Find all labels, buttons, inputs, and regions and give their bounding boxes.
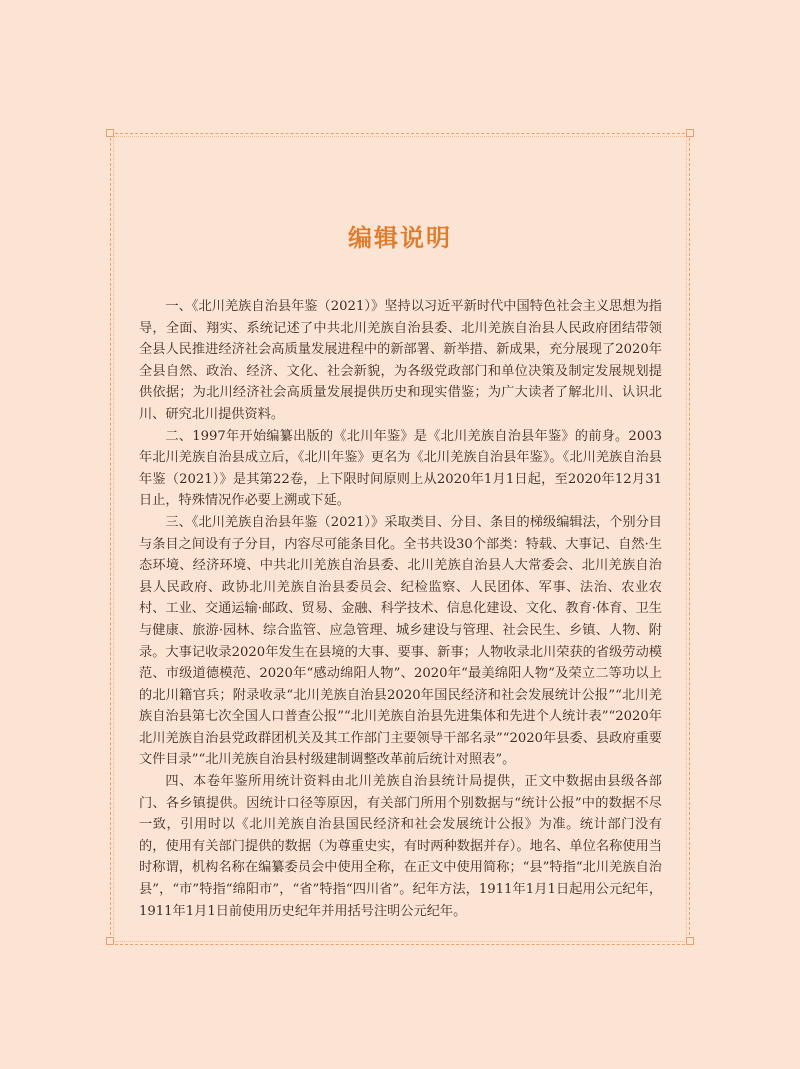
frame-corner-bottom-left bbox=[106, 937, 114, 945]
frame-corner-top-right bbox=[686, 129, 694, 137]
body-text bbox=[139, 296, 662, 922]
page-title: 编辑说明 bbox=[348, 224, 452, 252]
paragraph-1: 一、《北川羌族自治县年鉴（2021）》坚持以习近平新时代中国特色社会主义思想为指导，全面、翔实、系统记述了中共北川羌族自治县委、北川羌族自治县人民政府团结带领全县人民推进经济社会高质量发展进程中的新部署、新举措、新成果，充分展现了2020年全县自然、政治、经济、文化、社会新貌，为各级党政部门和单位决策及制定发展规划提供依据；为北川经济社会高质量发展提供历史和现实借鉴；为广大读者了解北川、认识北川、研究北川提供资料。 bbox=[139, 299, 662, 422]
frame-corner-top-left bbox=[106, 129, 114, 137]
paragraph-2: 二、1997年开始编纂出版的《北川年鉴》是《北川羌族自治县年鉴》的前身。2003年北川羌族自治县成立后，《北川年鉴》更名为《北川羌族自治县年鉴》。《北川羌族自治县年鉴（2021）》是其第22卷，上下限时间原则上从2020年1月1日起，至2020年12月31日止，特殊情况作必要上溯或下延。 bbox=[139, 428, 662, 509]
paragraph-3: 三、《北川羌族自治县年鉴（2021）》采取类目、分目、条目的梯级编辑法，个别分目与条目之间设有子分目，内容尽可能条目化。全书共设30个部类：特载、大事记、自然·生态环境、经济环境、中共北川羌族自治县委、北川羌族自治县人大常委会、北川羌族自治县人民政府、政协北川羌族自治县委员会、纪检监察、人民团体、军事、法治、农业农村、工业、交通运输·邮政、贸易、金融、科学技术、信息化建设、文化、教育·体育、卫生与健康、旅游·园林、综合监管、应急管理、城乡建设与管理、社会民生、乡镇、人物、附录。大事记收录2020年发生在县境的大事、要事、新事；人物收录北川荣获的省级劳动模范、市级道德模范、2020年“感动绵阳人物”、2020年“最美绵阳人物”及荣立二等功以上的北川籍官兵；附录收录“北川羌族自治县2020年国民经济和社会发展统计公报”“北川羌族自治县第七次全国人口普查公报”“北川羌族自治县先进集体和先进个人统计表”“2020年北川羌族自治县党政群团机关及其工作部门主要领导干部名录”“2020年县委、县政府重要文件目录”“北川羌族自治县村级建制调整改革前后统计对照表”。 bbox=[139, 514, 662, 768]
frame-corner-bottom-right bbox=[686, 937, 694, 945]
paragraph-4: 四、本卷年鉴所用统计资料由北川羌族自治县统计局提供，正文中数据由县级各部门、各乡镇提供。因统计口径等原因，有关部门所用个别数据与“统计公报”中的数据不尽一致，引用时以《北川羌族自治县国民经济和社会发展统计公报》为准。统计部门没有的，使用有关部门提供的数据（为尊重史实，有时两种数据并存）。地名、单位名称使用当时称谓，机构名称在编纂委员会中使用全称，在正文中使用简称；“县”特指“北川羌族自治县”，“市”特指“绵阳市”，“省”特指“四川省”。纪年方法，1911年1月1日起用公元纪年，1911年1月1日前使用历史纪年并用括号注明公元纪年。 bbox=[139, 774, 662, 919]
